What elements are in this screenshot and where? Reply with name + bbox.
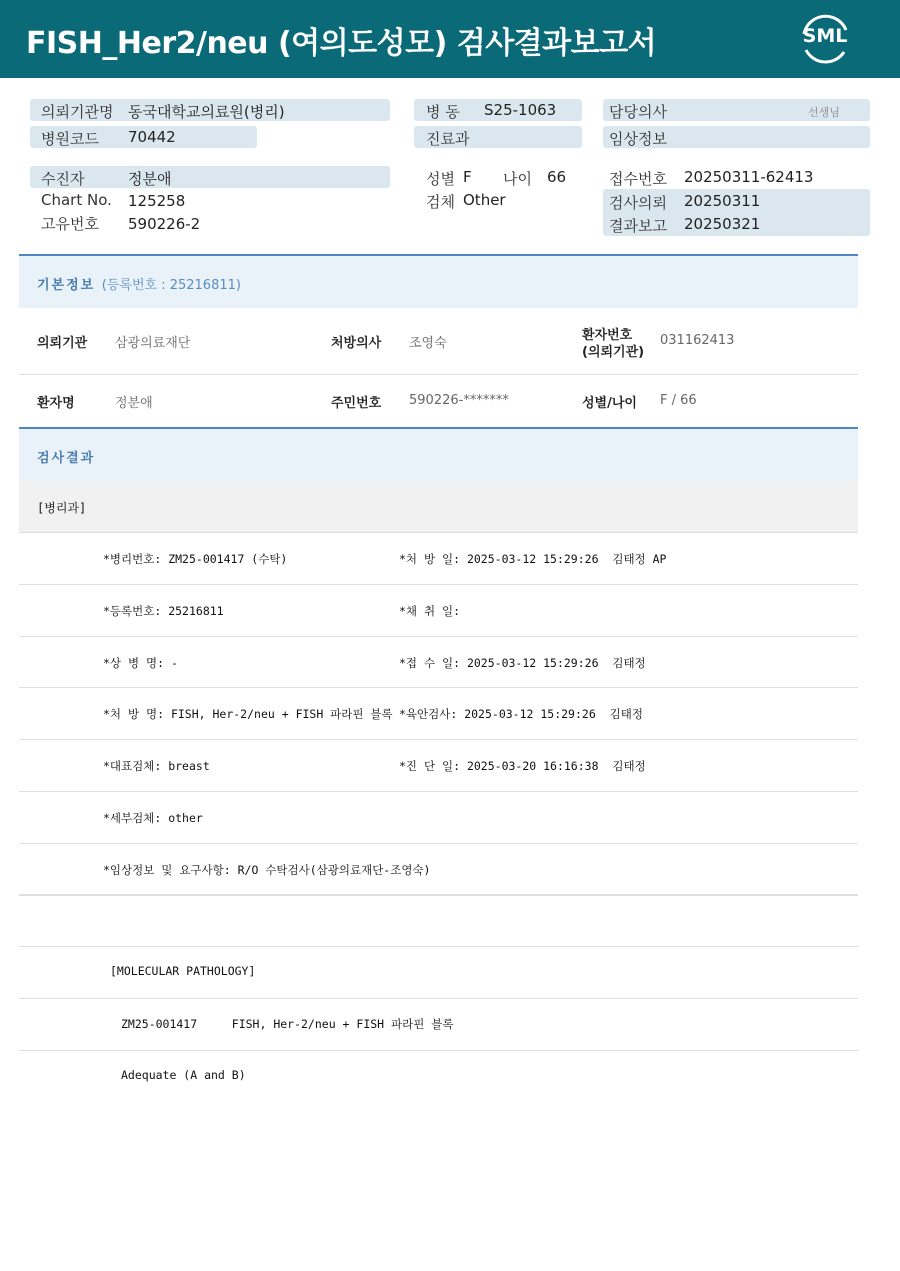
patient-no-label: 환자번호 (582, 328, 633, 343)
molecular-pathology-title: [MOLECULAR PATHOLOGY] (110, 964, 256, 978)
sex-age-label: 성별/나이 (582, 396, 637, 411)
logo-text: SML (802, 25, 848, 47)
chart-no-value: 125258 (128, 192, 186, 210)
age-value: 66 (547, 168, 567, 186)
ward-label: 병 동 (426, 103, 460, 121)
patient-name-value: 정분애 (115, 396, 153, 411)
report-title: FISH_Her2/neu (여의도성모) 검사결과보고서 (26, 26, 657, 61)
divider (19, 584, 858, 585)
dept-band (19, 481, 858, 532)
dept-tag: [병리과] (37, 501, 87, 515)
institution-info-value: 삼광의료재단 (115, 336, 191, 351)
institution-info-label: 의뢰기관 (37, 336, 88, 351)
patient-no-value: 031162413 (660, 333, 735, 348)
result-field-right: *처 방 일: 2025-03-12 15:29:26 김태정 AP (399, 552, 667, 566)
prescriber-label: 처방의사 (331, 336, 382, 351)
result-field-left: *병리번호: ZM25-001417 (수탁) (103, 552, 288, 566)
molecular-result-line: ZM25-001417 FISH, Her-2/neu + FISH 파라핀 블록 (121, 1017, 454, 1031)
sml-logo (796, 12, 854, 66)
doctor-label: 담당의사 (609, 103, 667, 121)
result-field-right: *진 단 일: 2025-03-20 16:16:38 김태정 (399, 759, 646, 774)
adequacy-line: Adequate (A and B) (121, 1068, 246, 1082)
basic-info-title: 기본정보 (등록번호 : 25216811) (37, 278, 241, 293)
result-field-left: *임상정보 및 요구사항: R/O 수탁검사(삼광의료재단-조영숙) (103, 862, 431, 877)
patient-no-label-sub: (의뢰기관) (582, 345, 645, 360)
institution-value: 동국대학교의료원(병리) (128, 103, 285, 121)
age-label: 나이 (503, 170, 532, 188)
divider (19, 998, 858, 999)
divider (19, 687, 858, 688)
request-label: 검사의뢰 (609, 194, 667, 212)
report-header (0, 0, 900, 78)
ward-value: S25-1063 (484, 101, 557, 119)
report-label: 결과보고 (609, 217, 667, 235)
patient-label: 수진자 (41, 170, 85, 188)
result-field-left: *상 병 명: - (103, 655, 178, 670)
report-value: 20250321 (684, 215, 761, 233)
divider (19, 532, 858, 533)
registration-number: (등록번호 : 25216811) (101, 278, 241, 293)
result-field-left: *처 방 명: FISH, Her-2/neu + FISH 파라핀 블록 (103, 707, 393, 722)
institution-label: 의뢰기관명 (41, 103, 114, 121)
receipt-value: 20250311-62413 (684, 168, 814, 186)
basic-info-header (19, 254, 858, 308)
receipt-label: 접수번호 (609, 170, 667, 188)
specimen-value: Other (463, 191, 506, 209)
divider (19, 946, 858, 947)
results-header (19, 427, 858, 481)
rrn-value: 590226-******* (409, 393, 509, 408)
result-field-right: *육안검사: 2025-03-12 15:29:26 김태정 (399, 707, 643, 722)
unique-no-value: 590226-2 (128, 215, 201, 233)
result-field-left: *세부검체: other (103, 811, 203, 825)
prescriber-value: 조영숙 (409, 336, 447, 351)
dept-label: 진료과 (426, 130, 470, 148)
sex-value: F (463, 168, 472, 186)
request-value: 20250311 (684, 192, 761, 210)
chart-no-label: Chart No. (41, 191, 112, 209)
patient-name-label: 환자명 (37, 396, 75, 411)
specimen-label: 검체 (426, 193, 455, 211)
hospital-code-value: 70442 (128, 128, 176, 146)
divider (19, 894, 858, 895)
result-field-left: *등록번호: 25216811 (103, 603, 224, 618)
clinical-label: 임상정보 (609, 130, 667, 148)
doctor-suffix: 선생님 (808, 106, 840, 119)
divider (19, 1050, 858, 1051)
results-title: 검사결과 (37, 451, 96, 466)
unique-no-label: 고유번호 (41, 215, 99, 233)
patient-value: 정분애 (128, 170, 172, 188)
result-field-right: *접 수 일: 2025-03-12 15:29:26 김태정 (399, 655, 646, 670)
result-field-left: *대표검체: breast (103, 759, 210, 774)
divider (19, 791, 858, 792)
divider (19, 739, 858, 740)
hospital-code-label: 병원코드 (41, 130, 99, 148)
rrn-label: 주민번호 (331, 396, 382, 411)
sex-age-value: F / 66 (660, 393, 697, 408)
divider (19, 843, 858, 844)
divider (19, 636, 858, 637)
result-field-right: *채 취 일: (399, 603, 461, 618)
divider (19, 374, 858, 375)
sex-label: 성별 (426, 170, 455, 188)
